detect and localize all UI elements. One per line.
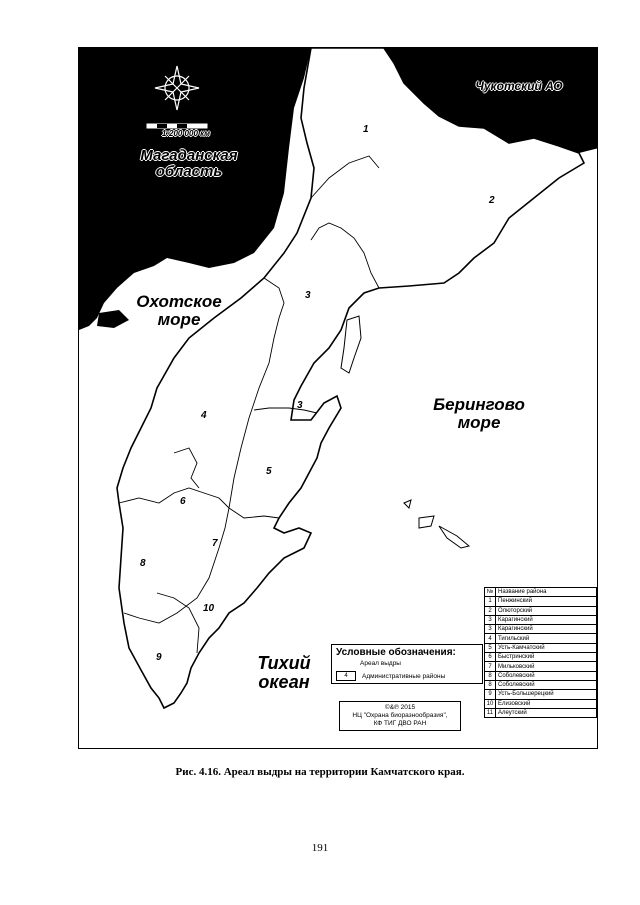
table-row [485,643,597,652]
legend-range-label: Ареал выдры [360,660,401,667]
region-number: 3 [297,400,303,411]
region-number: 4 [201,410,207,421]
copyright-box [339,701,461,731]
table-row [485,615,597,624]
row-num: 8 [485,680,496,689]
table-row [485,653,597,662]
row-name: Быстринский [496,653,597,662]
row-name: Усть-Камчатский [496,643,597,652]
row-num: 3 [485,615,496,624]
row-num: 5 [485,643,496,652]
table-row [485,634,597,643]
table-row [485,625,597,634]
district-table [484,587,597,718]
legend-district-row [332,669,482,683]
figure-caption: Рис. 4.16. Ареал выдры на территории Камчатского края. [175,766,465,778]
region-number: 3 [305,290,311,301]
row-name: Олюторский [496,606,597,615]
header-num: № [485,588,496,597]
row-name: Алеутский [496,708,597,717]
region-number: 9 [156,652,162,663]
legend-title: Условные обозначения: [336,647,456,658]
island [419,516,434,528]
legend-range-row [332,658,482,669]
table-row [485,699,597,708]
row-num: 2 [485,606,496,615]
region-number: 6 [180,496,186,507]
row-num: 3 [485,625,496,634]
bering-sea-label: Берингово море [433,395,525,432]
okhotsk-sea-label: Охотское море [136,292,222,329]
row-num: 4 [485,634,496,643]
page-number: 191 [311,842,329,854]
region-number: 8 [140,558,146,569]
district-table-header [485,588,597,597]
copyright-line: КФ ТИГ ДВО РАН [373,720,427,727]
district-swatch: 4 [336,671,356,681]
island [404,500,411,508]
row-num: 11 [485,708,496,717]
row-name: Карагинский [496,615,597,624]
copyright-line: НЦ "Охрана биоразнообразия", [352,712,448,719]
table-row [485,671,597,680]
header-name: Название района [496,588,597,597]
scale-bar-label: 1:200 000 км [161,129,211,138]
table-row [485,708,597,717]
region-number: 10 [203,603,215,614]
row-name: Соболевский [496,680,597,689]
magadan-region-label: Магаданская область [140,147,238,180]
scale-bar [147,124,207,128]
table-row [485,690,597,699]
region-number: 7 [212,538,218,549]
karaginsky-island [341,316,361,373]
region-number: 5 [266,466,272,477]
row-name: Усть-Большерецкий [496,690,597,699]
legend-box [331,644,483,684]
table-row [485,606,597,615]
legend-district-label: Административные районы [362,672,446,680]
row-num: 9 [485,690,496,699]
row-num: 6 [485,653,496,662]
row-name: Пенжинский [496,597,597,606]
row-name: Елизовский [496,699,597,708]
table-row [485,597,597,606]
row-name: Мильковский [496,662,597,671]
row-name: Карагинский [496,625,597,634]
map-frame [78,47,598,749]
row-name: Тигильский [496,634,597,643]
row-num: 8 [485,671,496,680]
row-name: Соболевский [496,671,597,680]
chukotka-label: Чукотский АО [475,79,563,93]
table-row [485,662,597,671]
region-number: 1 [363,124,369,135]
row-num: 1 [485,597,496,606]
island [439,526,469,548]
pacific-ocean-label: Тихий океан [257,653,311,692]
region-number: 2 [489,195,495,206]
table-row [485,680,597,689]
row-num: 7 [485,662,496,671]
row-num: 10 [485,699,496,708]
copyright-line: ©&℗ 2015 [384,704,416,711]
